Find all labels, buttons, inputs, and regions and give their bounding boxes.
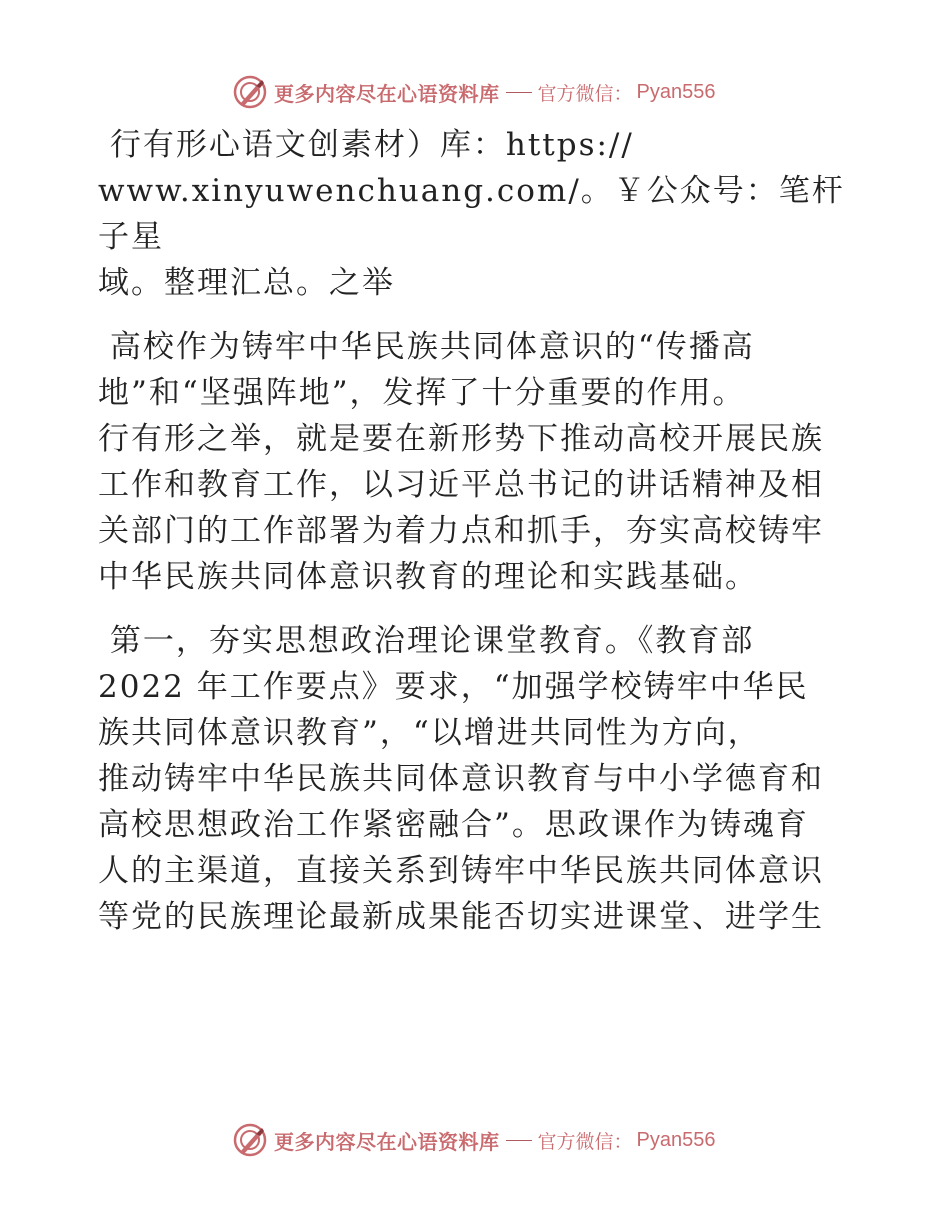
header-banner-divider <box>506 92 532 93</box>
paragraph-gap <box>98 306 858 324</box>
header-banner-text: 更多内容尽在心语资料库 <box>274 81 500 106</box>
paragraph-gap <box>98 600 858 618</box>
paragraph-universities-role: 高校作为铸牢中华民族共同体意识的“传播高 地”和“坚强阵地”，发挥了十分重要的作用。 行有形之举，就是要在新形势下推动高校开展民族 工作和教育工作，以习近平总书记的讲话精神及相 关部门的工作部署为着力点和抓手，夯实高校铸牢 中华民族共同体意识教育的理论和实践基础。 <box>98 329 824 595</box>
footer-banner-text: 更多内容尽在心语资料库 <box>274 1129 500 1154</box>
footer-wechat-id: Pyan556 <box>636 1128 716 1151</box>
document-body <box>98 122 858 940</box>
header-wechat-label: 官方微信： <box>537 82 633 105</box>
header-banner <box>232 72 752 112</box>
header-wechat-id: Pyan556 <box>636 80 716 103</box>
paragraph-source-note: 行有形心语文创素材）库：https:// www.xinyuwenchuang.com/。￥公众号：笔杆子星 域。整理汇总。之举 <box>98 127 845 301</box>
footer-wechat-label: 官方微信： <box>537 1130 633 1153</box>
paragraph-first-point: 第一，夯实思想政治理论课堂教育。《教育部 2022 年工作要点》要求，“加强学校铸牢中华民 族共同体意识教育”，“以增进共同性为方向， 推动铸牢中华民族共同体意识教育与中小学德育和 高校思想政治工作紧密融合”。思政课作为铸魂育 人的主渠道，直接关系到铸牢中华民族共同体意识 等党的民族理论最新成果能否切实进课堂、进学生 <box>98 623 824 935</box>
footer-banner <box>232 1120 752 1160</box>
pen-logo-icon <box>232 74 268 110</box>
footer-banner-divider <box>506 1140 532 1141</box>
pen-logo-icon <box>232 1122 268 1158</box>
